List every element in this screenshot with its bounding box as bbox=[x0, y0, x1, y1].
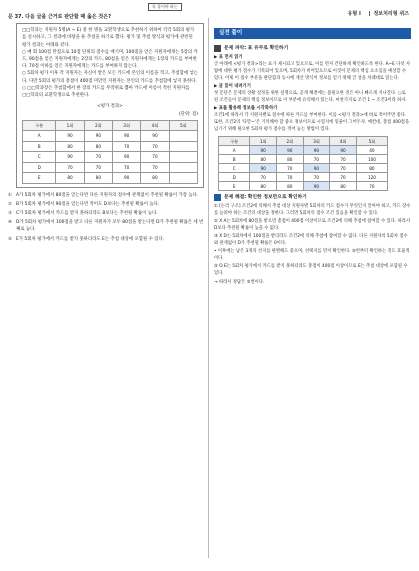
table-cell: 80 bbox=[277, 155, 304, 164]
option-number: ① bbox=[8, 192, 12, 198]
table-row bbox=[23, 152, 198, 163]
table-cell: 120 bbox=[356, 173, 387, 182]
answer-option-1[interactable] bbox=[8, 192, 204, 199]
answer-option-3[interactable] bbox=[8, 210, 204, 217]
annotated-score-table bbox=[218, 136, 388, 191]
table-header: 1회 bbox=[250, 137, 277, 146]
solution-paragraph: 조건1에 따라서 각 지원자별로 점수에 따른 카드를 부여한다. 이를 <평가 결과>에 바로 적어주면 좋다. 또한, 조건2의 '다만~'은 기억해야 할 중요 정보이므로 시험지에 밑줄이 그어두자. 예컨대, 총점 400점을 넘기기 위해 필요한 5회차 평가 점수를 적어 놓는 방법이 있다. bbox=[214, 113, 410, 132]
option-text: E가 5회차 평가에서 카드를 받지 못하더라도 E는 추첨 대상에 포함될 수 있다. bbox=[16, 236, 165, 242]
table-cell: 80 bbox=[277, 182, 304, 191]
solution-rule: ② X A는 5회차에 80점을 받으면 총점이 400점 이상이므로 조건2에 의해 추첨에 참여할 수 있다. 따라서 D보다 추천될 확률이 높을 수 없다. bbox=[214, 219, 410, 231]
table-cell bbox=[169, 173, 197, 184]
step-marker-icon bbox=[214, 45, 221, 52]
table-cell: 70 bbox=[277, 164, 304, 173]
table-cell: 90 bbox=[277, 146, 304, 155]
table-cell: 90 bbox=[303, 146, 330, 155]
table-cell: A bbox=[219, 146, 250, 155]
table-cell: 70 bbox=[330, 155, 357, 164]
table-cell: 90 bbox=[84, 131, 112, 142]
table-cell: 80 bbox=[56, 173, 84, 184]
question-title: 문 37. 다음 글을 근거로 판단할 때 옳은 것은? bbox=[8, 14, 111, 20]
question-passage-box bbox=[16, 23, 204, 187]
step1-title: 문제 파악: 표 유무로 확인하기 bbox=[224, 46, 289, 51]
subheading: ▶ 표 먼저 읽기 bbox=[214, 55, 243, 60]
table-header: 4회 bbox=[141, 120, 169, 131]
answer-option-5[interactable] bbox=[8, 236, 204, 243]
table-unit: (단위: 점) bbox=[178, 112, 198, 118]
passage-paragraph: ○ □□학과장은 추첨함에서 한 장의 카드를 무작위로 뽑아 카드에 이름이 적힌 지원자를 □□학과의 교환학생으로 추천한다. bbox=[22, 85, 190, 99]
table-cell: 90 bbox=[56, 131, 84, 142]
table-cell: 80 bbox=[356, 164, 387, 173]
table-row bbox=[23, 131, 198, 142]
option-number: ④ bbox=[8, 220, 12, 226]
table-cell: 70 bbox=[141, 162, 169, 173]
passage-paragraph: ○ 매 회 100점 만점으로 10점 단위의 점수를 매기며, 100점을 얻은 지원자에게는 5장의 카드, 90점을 얻은 지원자에게는 2장의 카드, 80점을 얻은 지원자에게는 1장의 카드를 부여한다. 70점 이하를 얻은 지원자에게는 카드를 부여하지 않는다. bbox=[22, 49, 198, 70]
table-cell: 90 bbox=[56, 152, 84, 163]
solution-rule: ① [논리 구조] 조건2에 의해서 추첨 대상 지원자별 5회차의 카드 점수가 무엇인지 알아야 하고, 카드 장수를 늘려야 하는 조건의 대상을 정한다. 그러면 5회차의 점수 조건 있음을 확인할 수 있다. bbox=[214, 204, 411, 216]
table-cell: 70 bbox=[303, 155, 330, 164]
passage-paragraph: □□학과는 지원자 5명(A ~ E) 중 한 명을 교환학생으로 추천하기 위하여 각각 5회의 평가를 실시하고, 그 결과에 바탕을 둔 추첨을 하기로 했다. 평가 및 추첨 방식과 평가에 관련된 평가 결과는 아래와 같다. bbox=[22, 28, 195, 48]
table-cell: 90 bbox=[250, 164, 277, 173]
table-header: 3회 bbox=[303, 137, 330, 146]
table-cell: 80 bbox=[330, 182, 357, 191]
table-cell: 80 bbox=[84, 141, 112, 152]
table-cell: 70 bbox=[112, 141, 140, 152]
table-cell: 40 bbox=[356, 146, 387, 155]
table-cell: 90 bbox=[112, 152, 140, 163]
answer-options bbox=[8, 192, 204, 243]
table-cell: 80 bbox=[250, 155, 277, 164]
table-cell: 70 bbox=[84, 162, 112, 173]
header-tag: 꼭 풀어야 하는 bbox=[148, 3, 182, 11]
table-header: 5회 bbox=[356, 137, 387, 146]
table-cell: B bbox=[23, 141, 56, 152]
solution-column bbox=[214, 43, 411, 286]
practice-banner: 실전 풀이 bbox=[214, 28, 411, 39]
table-cell: 70 bbox=[250, 173, 277, 182]
table-cell: 100 bbox=[356, 155, 387, 164]
table-cell bbox=[169, 131, 197, 142]
table-cell: E bbox=[23, 173, 56, 184]
question-column bbox=[8, 14, 204, 245]
table-row bbox=[219, 173, 388, 182]
table-cell: 70 bbox=[330, 173, 357, 182]
passage-paragraph: ○ 5회차 평가 이후 각 지원자는 자신이 받은 모든 카드에 본인의 이름을 적고, 추첨함에 넣는다. 다만 5회의 평가의 총점이 400점 미만인 지원자는 본인의 카드를 추첨함에 넣지 못한다. bbox=[22, 71, 199, 84]
table-header: 5회 bbox=[169, 120, 197, 131]
step-marker-icon bbox=[214, 194, 221, 201]
table-cell: 70 bbox=[141, 141, 169, 152]
table-cell: 70 bbox=[84, 152, 112, 163]
option-text: A가 5회차 평가에서 80점을 얻는다면 다른 지원자의 점수에 관계없이 추천될 확률이 가장 높다. bbox=[16, 192, 199, 198]
table-row bbox=[23, 141, 198, 152]
table-header: 3회 bbox=[112, 120, 140, 131]
table-cell bbox=[169, 141, 197, 152]
divider bbox=[369, 11, 370, 16]
column-divider bbox=[208, 18, 209, 558]
table-cell: D bbox=[23, 162, 56, 173]
table-row bbox=[219, 155, 388, 164]
chapter-breadcrumb bbox=[348, 10, 409, 17]
table-header: 구분 bbox=[23, 120, 56, 131]
table-cell: 90 bbox=[303, 164, 330, 173]
table-cell: 70 bbox=[356, 182, 387, 191]
table-header: 구분 bbox=[219, 137, 250, 146]
step1-heading bbox=[214, 45, 411, 52]
table-cell: 80 bbox=[250, 182, 277, 191]
option-text: D가 5회차 평가에서 100점을 받고 다른 지원자가 모두 80점을 받는다면 D가 추천될 확률은 세 번째로 높다. bbox=[16, 220, 204, 233]
table-cell: B bbox=[219, 155, 250, 164]
option-number: ② bbox=[8, 201, 12, 207]
table-cell: 80 bbox=[84, 173, 112, 184]
solution-rules bbox=[214, 203, 411, 277]
table-cell: 90 bbox=[112, 173, 140, 184]
table-cell: 90 bbox=[250, 146, 277, 155]
table-header-row bbox=[23, 120, 198, 131]
table-cell: E bbox=[219, 182, 250, 191]
table-row bbox=[23, 162, 198, 173]
section-label: 유형 I bbox=[347, 11, 361, 17]
table-cell: C bbox=[219, 164, 250, 173]
table-cell: 90 bbox=[141, 131, 169, 142]
table-cell bbox=[169, 162, 197, 173]
score-table bbox=[22, 120, 198, 184]
chapter-label: 정보처리형 퀴즈 bbox=[373, 11, 409, 17]
table-cell: C bbox=[23, 152, 56, 163]
table-header-row bbox=[219, 137, 388, 146]
table-cell: 90 bbox=[112, 131, 140, 142]
table-cell bbox=[169, 152, 197, 163]
table-row bbox=[23, 173, 198, 184]
table-cell: 70 bbox=[56, 162, 84, 173]
table-cell: D bbox=[219, 173, 250, 182]
table-caption: <평가 결과> bbox=[97, 104, 123, 110]
table-row bbox=[219, 182, 388, 191]
table-cell: 70 bbox=[330, 164, 357, 173]
option-text: B가 5회차 평가에서 90점을 얻는다면 적어도 D보다는 추천될 확률이 높다. bbox=[16, 201, 160, 207]
final-answer: → 따라서 정답은 ⑤번이다. bbox=[214, 280, 265, 285]
solution-rule: ⑤ O E는 5회차 평가에서 카드를 받지 못하더라도 총점이 400점 이상이므로 E는 추첨 대상에 포함될 수 있다. bbox=[214, 264, 408, 276]
solution-paragraph: 글 아래에 <평가 결과>라는 표가 제시되고 있으므로, 이를 먼저 간단하게 확인하도록 한다. A~E 다섯 사람에 대한 평가 점수가 기록되어 있으며, 5회차가 비어있으므로 이것이 문제의 핵심 요소임을 예상할 수 있다. 이제 이 점수 부분을 판단함과 동시에 계산 방식이 정보를 얻기 위해 글 상을 차례대로 읽는다. bbox=[214, 62, 411, 81]
table-cell: 80 bbox=[56, 141, 84, 152]
table-cell: A bbox=[23, 131, 56, 142]
step2-title: 문제 해결: 확인한 정보만으로 확인하기 bbox=[224, 195, 307, 200]
table-row bbox=[219, 164, 388, 173]
subheading: ▶ 글 읽어 내려가기 bbox=[214, 84, 251, 89]
table-row bbox=[219, 146, 388, 155]
table-header: 2회 bbox=[84, 120, 112, 131]
solution-rule: ③ X D는 5회차에서 100점을 받더라도 조건2에 의해 추첨에 참여할 수 없다. 다른 지원자의 5회차 점수와 관계없이 D가 추천될 확률은 0이다. bbox=[214, 234, 408, 246]
subheading: ▶ 표를 활용해 정보를 시각화하기 bbox=[214, 106, 278, 111]
answer-option-4[interactable] bbox=[8, 219, 204, 233]
solution-rule: • 이후에는 남은 3개의 선지를 판별해도 좋으며, 선택지를 먼저 확인한다. ⑤번부터 확인하는 것도 효율적이다. bbox=[214, 249, 410, 261]
table-cell: 70 bbox=[277, 173, 304, 182]
table-cell: 90 bbox=[330, 146, 357, 155]
table-header: 1회 bbox=[56, 120, 84, 131]
option-text: C가 5회차 평가에서 카드를 받지 못하더라도 B보다는 추천될 확률이 높다. bbox=[16, 211, 158, 217]
solution-paragraph: 첫 문단은 문제의 상황 설정을 위한 설명으로, 곧게 해결에는 불필요한 것은 아니 빠르게 지나간다. ○로 된 조건들이 문제의 핵심 정보이므로 이 부분에 유의해서 읽는다. 마찬가지로 조건 1 ~ 조건3이라 하자. bbox=[214, 91, 407, 103]
table-header: 4회 bbox=[330, 137, 357, 146]
table-header: 2회 bbox=[277, 137, 304, 146]
step2-heading bbox=[214, 194, 411, 201]
table-cell: 70 bbox=[141, 152, 169, 163]
table-cell: 70 bbox=[303, 173, 330, 182]
table-cell: 70 bbox=[112, 162, 140, 173]
answer-option-2[interactable] bbox=[8, 201, 204, 208]
table-cell: 90 bbox=[303, 182, 330, 191]
table-cell: 80 bbox=[141, 173, 169, 184]
option-number: ⑤ bbox=[8, 236, 12, 242]
option-number: ③ bbox=[8, 211, 12, 217]
